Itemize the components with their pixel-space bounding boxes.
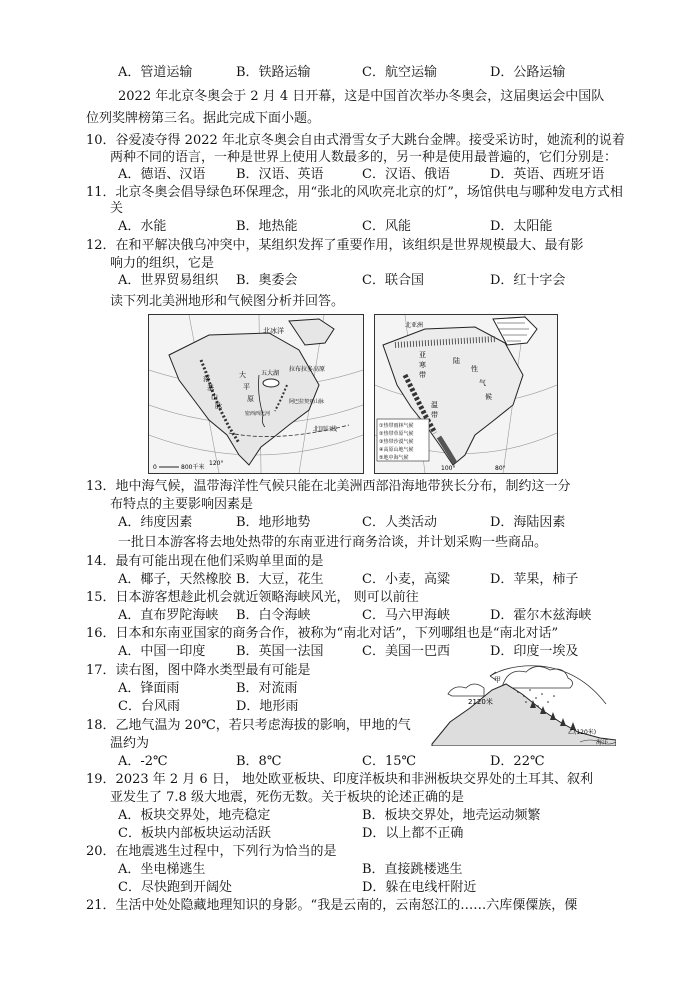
q14-option-a: A．椰子，天然橡胶	[118, 572, 232, 587]
q10-option-b: B．汉语、英语	[236, 167, 324, 182]
q12-option-c: C．联合国	[362, 273, 424, 288]
intro-winter-line1: 2022 年北京冬奥会于 2 月 4 日开幕，这是中国首次举办冬奥会，这届奥运会中国队	[118, 89, 605, 104]
map-intro: 读下列北美洲地形和气候图分析并回答。	[110, 294, 345, 309]
q20-option-a: A．坐电梯逃生	[118, 862, 206, 877]
q12-option-b: B．奥委会	[236, 273, 298, 288]
q17-option-a: A．锋面雨	[118, 681, 180, 696]
q18-option-a: A．-2℃	[118, 754, 168, 769]
q17-option-d: D．地形雨	[236, 699, 299, 714]
map2-legend-2: ②热带草原气候	[379, 431, 414, 437]
q19-line2: 亚发生了 7.8 级大地震，死伤无数。关于板块的论述正确的是	[110, 790, 464, 805]
q11-line2: 关	[110, 201, 124, 216]
q19-option-d: D．以上都不正确	[362, 826, 464, 841]
q13-line2: 布特点的主要影响因素是	[110, 497, 254, 512]
map2-label-lu: 陆	[453, 357, 460, 365]
q17-option-b: B．对流雨	[236, 681, 298, 696]
q12-line2: 响力的组织，它是	[110, 256, 215, 271]
map2-label-wen: 温	[431, 401, 438, 409]
north-america-climate-map	[374, 314, 558, 474]
intro-winter-line2: 位列奖牌榜第三名。据此完成下面小题。	[86, 111, 321, 126]
map2-label-hou: 候	[485, 393, 492, 401]
map2-label-80: 80°	[495, 465, 506, 472]
q9-option-d: D．公路运输	[490, 65, 566, 80]
q10-line1: 10．谷爱凌夺得 2022 年北京冬奥会自由式滑雪女子大跳台金牌。接受采访时，她流利的说着	[86, 133, 625, 148]
map2-legend-5: ⑤地中海气候	[379, 455, 409, 461]
q13-option-b: B．地形地势	[236, 515, 311, 530]
q19-option-c: C．板块内部板块运动活跃	[118, 826, 271, 841]
q14-line: 14．最有可能出现在他们采购单里面的是	[86, 554, 324, 569]
q13-line1: 13．地中海气候，温带海洋性气候只能在北美洲西部沿海地带狭长分布，制约这一分	[86, 479, 571, 494]
q15-option-d: D．霍尔木兹海峡	[490, 608, 592, 623]
map1-label-da: 大	[239, 371, 246, 379]
q15-option-b: B．白令海峡	[236, 608, 311, 623]
q12-line1: 12．在和平解决俄乌冲突中，某组织发挥了重要作用，该组织是世界规模最大、最有影	[86, 238, 584, 253]
q17-line: 17．读右图，图中降水类型最有可能是	[86, 663, 311, 678]
q9-option-a: A．管道运输	[118, 65, 193, 80]
q14-option-c: C．小麦，高粱	[362, 572, 450, 587]
q11-option-d: D．太阳能	[490, 219, 553, 234]
map1-label-shan: 山	[211, 393, 218, 401]
mountain-label-altitude: 2120米	[468, 698, 493, 706]
map2-label-dai: 带	[419, 371, 426, 379]
map2-label-dai2: 带	[431, 411, 438, 419]
q18-option-c: C．15℃	[362, 754, 417, 769]
map2-label-han: 寒	[419, 361, 426, 369]
intro-business: 一批日本游客将去地处热带的东南亚进行商务洽谈，并计划采购一些商品。	[118, 535, 548, 550]
q19-line1: 19．2023 年 2 月 6 日， 地处欧亚板块、印度洋板块和非洲板块交界处的土耳其、叙利	[86, 772, 593, 787]
q12-option-d: D．红十字会	[490, 273, 566, 288]
q11-option-c: C．风能	[362, 219, 411, 234]
q20-option-c: C．尽快跑到开阔处	[118, 880, 232, 895]
q16-option-c: C．美国一巴西	[362, 644, 450, 659]
q14-option-b: B．大豆，花生	[236, 572, 324, 587]
q19-option-b: B．板块交界处，地壳运动频繁	[362, 808, 541, 823]
q17-option-c: C．台风雨	[118, 699, 180, 714]
map1-label-arctic: 北冰洋	[263, 327, 284, 335]
map2-label-ya: 亚	[419, 351, 426, 359]
q12-option-a: A．世界贸易组织	[118, 273, 219, 288]
q9-option-b: B．铁路运输	[236, 65, 311, 80]
q18-line1: 18．乙地气温为 20℃，若只考虑海拔的影响，甲地的气	[86, 718, 411, 733]
q18-option-b: B．8℃	[236, 754, 282, 769]
mountain-label-sea: 海洋	[596, 739, 609, 746]
q10-option-c: C．汉语、俄语	[362, 167, 450, 182]
map2-label-xing: 性	[471, 365, 478, 373]
map2-label-100: 100°	[441, 465, 456, 472]
map1-scale-zero: 0	[153, 464, 157, 471]
q20-option-d: D．躲在电线杆附近	[362, 880, 477, 895]
q16-line: 16．日本和东南亚国家的商务合作，被称为“南北对话”，下列哪组也是“南北对话”	[86, 626, 559, 641]
map1-label-great-lakes: 五大湖	[261, 370, 280, 377]
map2-legend-4: ④高原山地气候	[379, 447, 414, 453]
q19-option-a: A．板块交界处，地壳稳定	[118, 808, 271, 823]
q16-option-d: D．印度一埃及	[490, 644, 579, 659]
map2-legend-1: ①热带雨林气候	[379, 423, 414, 429]
q21-line: 21．生活中处处隐藏地理知识的身影。“我是云南的，云南怒江的……六库傈僳族，傈	[86, 898, 578, 913]
q20-option-b: B．直接跳楼逃生	[362, 862, 463, 877]
mountain-label-yi: 乙(120米)	[568, 729, 597, 736]
q18-option-d: D．22℃	[490, 754, 545, 769]
q11-option-a: A．水能	[118, 219, 167, 234]
q16-option-a: A．中国一印度	[118, 644, 206, 659]
map1-label-tropic: 北回归线	[313, 426, 338, 433]
q15-option-a: A．直布罗陀海峡	[118, 608, 219, 623]
map2-legend-3: ③热带沙漠气候	[379, 439, 414, 445]
q15-option-c: C．马六甲海峡	[362, 608, 450, 623]
q11-option-b: B．地热能	[236, 219, 298, 234]
q13-option-c: C．人类活动	[362, 515, 437, 530]
map1-scale-label: 800千米	[181, 464, 205, 471]
map1-label-mississippi: 密西西比河	[245, 411, 271, 417]
map1-label-luo: 落	[203, 375, 210, 383]
map2-label-qi: 气	[479, 379, 486, 387]
map1-label-mai: 脉	[215, 402, 222, 410]
q13-option-a: A．纬度因素	[118, 515, 193, 530]
map1-label-ping: 平	[243, 383, 250, 391]
q9-option-c: C．航空运输	[362, 65, 437, 80]
map1-label-yuan: 原	[247, 395, 254, 403]
mountain-label-jia: 甲	[494, 676, 501, 684]
q15-line: 15．日本游客想趁此机会就近领略海峡风光， 则可以前往	[86, 590, 419, 605]
q16-option-b: B．英国一法国	[236, 644, 324, 659]
q14-option-d: D．苹果，柿子	[490, 572, 579, 587]
map1-label-appalachian: 阿巴拉契亚山脉	[289, 399, 325, 405]
q10-option-d: D．英语、西班牙语	[490, 167, 605, 182]
q18-line2: 温约为	[110, 736, 150, 751]
north-america-terrain-map	[148, 314, 364, 474]
map1-label-120: 120°	[209, 460, 224, 467]
map1-label-labrador: 拉布拉多高原	[289, 366, 326, 373]
q11-line1: 11．北京冬奥会倡导绿色环保理念，用“张北的风吹亮北京的灯”，场馆供电与哪种发电方式相	[86, 185, 623, 200]
q13-option-d: D．海陆因素	[490, 515, 566, 530]
map1-label-ji: 基	[207, 384, 214, 392]
q20-line: 20．在地震逃生过程中，下列行为恰当的是	[86, 844, 337, 859]
q10-line2: 两种不同的语言，一种是世界上使用人数最多的，另一种是使用最普遍的，它们分别是：	[110, 150, 618, 165]
map2-label-north-asia: 北亚洲	[405, 322, 424, 329]
q10-option-a: A．德语、汉语	[118, 167, 206, 182]
